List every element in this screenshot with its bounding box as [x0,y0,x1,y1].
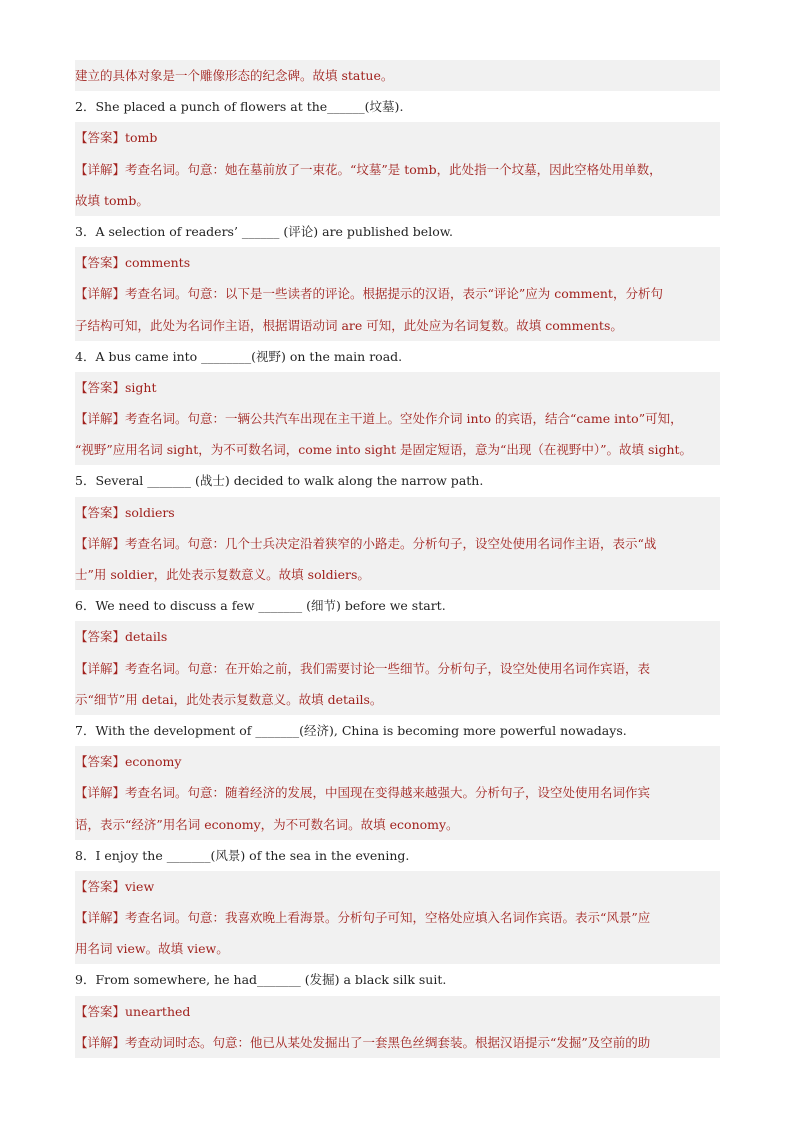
question-line: 4．A bus came into ________(视野) on the main road. [75,348,403,364]
explanation-line: 【详解】考查名词。句意：我喜欢晚上看海景。分析句子可知，空格处应填入名词作宾语。表示“风景”应 [75,902,720,933]
explanation-line: 【详解】考查名词。句意：在开始之前，我们需要讨论一些细节。分析句子，设空处使用名词作宾语，表 [75,653,720,684]
explanation-line: 【详解】考查名词。句意：她在墓前放了一束花。“坟墓”是 tomb，此处指一个坟墓，因此空格处用单数， [75,154,720,185]
answer-line: 【答案】sight [75,372,720,403]
explanation-line: 建立的具体对象是一个雕像形态的纪念碑。故填 statue。 [75,60,720,91]
answer-line: 【答案】details [75,621,720,652]
answer-line: 【答案】unearthed [75,996,720,1027]
question-line: 9．From somewhere, he had_______ (发掘) a black silk suit. [75,972,447,988]
question-line: 2．She placed a punch of flowers at the______(坟墓). [75,99,404,115]
question-line: 6．We need to discuss a few _______ (细节) before we start. [75,598,446,614]
answer-line: 【答案】soldiers [75,497,720,528]
explanation-line: 语，表示“经济”用名词 economy，为不可数名词。故填 economy。 [75,809,720,840]
explanation-line: 士”用 soldier，此处表示复数意义。故填 soldiers。 [75,559,720,590]
explanation-line: 【详解】考查名词。句意：一辆公共汽车出现在主干道上。空处作介词 into 的宾语，结合“came into”可知， [75,403,720,434]
answer-line: 【答案】comments [75,247,720,278]
explanation-line: 【详解】考查名词。句意：几个士兵决定沿着狭窄的小路走。分析句子，设空处使用名词作主语，表示“战 [75,528,720,559]
explanation-line: 【详解】考查名词。句意：以下是一些读者的评论。根据提示的汉语，表示“评论”应为 comment，分析句 [75,278,720,309]
question-line: 5．Several _______ (战士) decided to walk along the narrow path. [75,473,484,489]
answer-line: 【答案】tomb [75,122,720,153]
explanation-line: “视野”应用名词 sight，为不可数名词，come into sight 是固定短语，意为“出现（在视野中）”。故填 sight。 [75,434,720,465]
explanation-line: 【详解】考查动词时态。句意：他已从某处发掘出了一套黑色丝绸套装。根据汉语提示“发掘”及空前的助 [75,1027,720,1058]
explanation-line: 用名词 view。故填 view。 [75,933,720,964]
document-page [75,60,720,1058]
question-line: 7．With the development of _______(经济), China is becoming more powerful nowadays. [75,722,627,738]
explanation-line: 示“细节”用 detai，此处表示复数意义。故填 details。 [75,684,720,715]
answer-line: 【答案】economy [75,746,720,777]
explanation-line: 【详解】考查名词。句意：随着经济的发展，中国现在变得越来越强大。分析句子，设空处使用名词作宾 [75,777,720,808]
explanation-line: 故填 tomb。 [75,185,720,216]
question-line: 8．I enjoy the _______(风景) of the sea in the evening. [75,847,410,863]
answer-line: 【答案】view [75,871,720,902]
question-line: 3．A selection of readers’ ______ (评论) are published below. [75,223,453,239]
explanation-line: 子结构可知，此处为名词作主语，根据谓语动词 are 可知，此处应为名词复数。故填 comments。 [75,310,720,341]
